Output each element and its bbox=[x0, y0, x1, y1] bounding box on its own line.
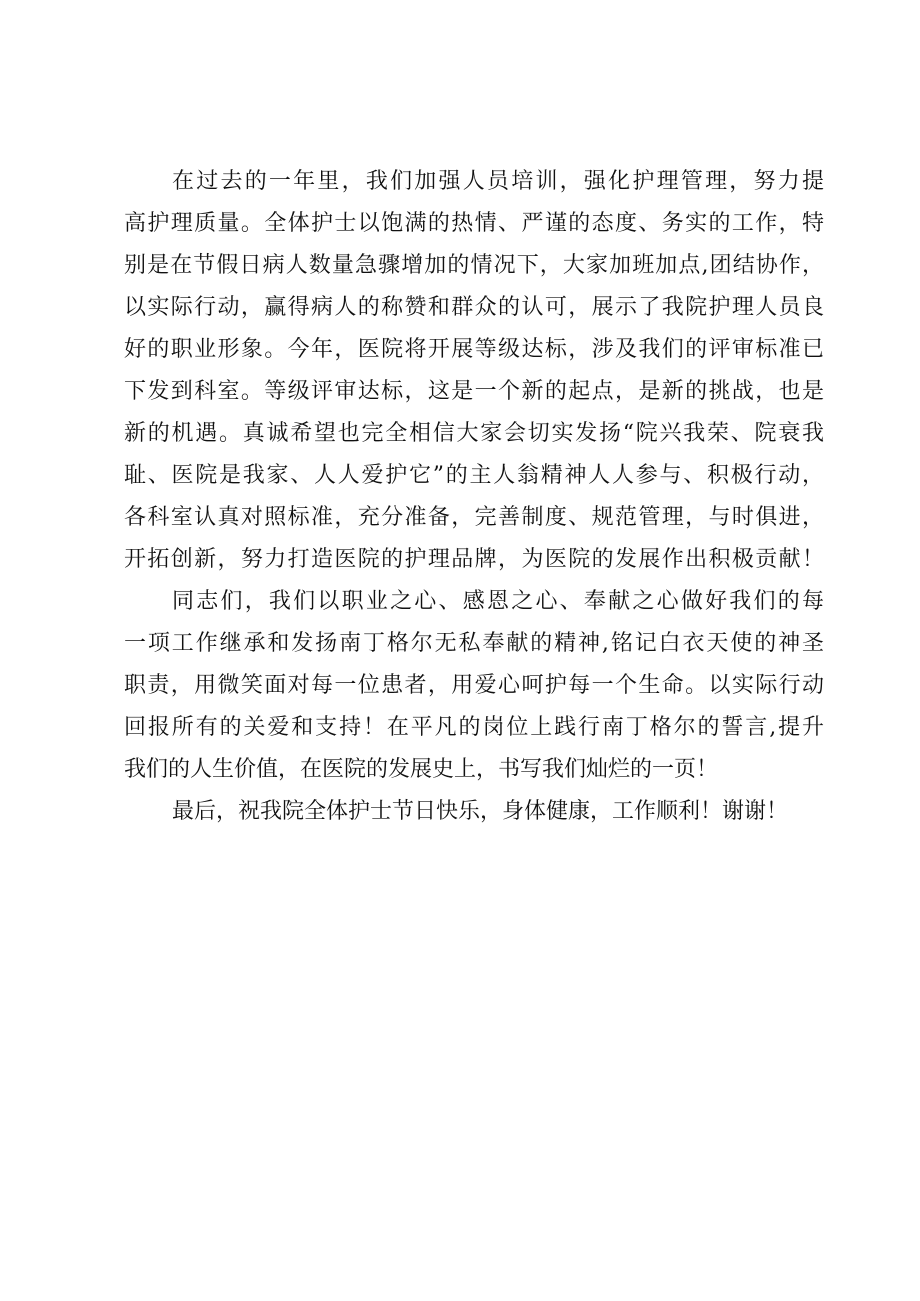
paragraph-line: 在过去的一年里，我们加强人员培训，强化护理管理，努力提 bbox=[172, 169, 824, 194]
document-body bbox=[124, 161, 824, 833]
paragraph-line: 回报所有的关爱和支持！在平凡的岗位上践行南丁格尔的誓言,提升 bbox=[124, 715, 824, 740]
paragraph-1 bbox=[124, 161, 824, 581]
paragraph-line: 我们的人生价值，在医院的发展史上，书写我们灿烂的一页！ bbox=[124, 757, 719, 782]
paragraph-line: 下发到科室。等级评审达标，这是一个新的起点，是新的挑战，也是 bbox=[124, 379, 824, 404]
paragraph-line: 一项工作继承和发扬南丁格尔无私奉献的精神,铭记白衣天使的神圣 bbox=[124, 631, 824, 656]
paragraph-line: 新的机遇。真诚希望也完全相信大家会切实发扬“院兴我荣、院衰我 bbox=[124, 421, 824, 446]
paragraph-3 bbox=[124, 791, 824, 833]
paragraph-2 bbox=[124, 581, 824, 791]
paragraph-line: 同志们，我们以职业之心、感恩之心、奉献之心做好我们的每 bbox=[172, 589, 824, 614]
paragraph-line: 最后，祝我院全体护士节日快乐，身体健康，工作顺利！谢谢！ bbox=[172, 799, 789, 824]
paragraph-line: 好的职业形象。今年，医院将开展等级达标，涉及我们的评审标准已 bbox=[124, 337, 824, 362]
paragraph-line: 高护理质量。全体护士以饱满的热情、严谨的态度、务实的工作，特 bbox=[124, 211, 824, 236]
paragraph-line: 耻、医院是我家、人人爱护它”的主人翁精神人人参与、积极行动， bbox=[124, 463, 824, 488]
paragraph-line: 以实际行动，赢得病人的称赞和群众的认可，展示了我院护理人员良 bbox=[124, 295, 824, 320]
paragraph-line: 职责，用微笑面对每一位患者，用爱心呵护每一个生命。以实际行动 bbox=[124, 673, 824, 698]
paragraph-line: 开拓创新，努力打造医院的护理品牌，为医院的发展作出积极贡献！ bbox=[124, 547, 824, 572]
paragraph-line: 别是在节假日病人数量急骤增加的情况下，大家加班加点,团结协作， bbox=[124, 253, 824, 278]
paragraph-line: 各科室认真对照标准，充分准备，完善制度、规范管理，与时俱进， bbox=[124, 505, 824, 530]
